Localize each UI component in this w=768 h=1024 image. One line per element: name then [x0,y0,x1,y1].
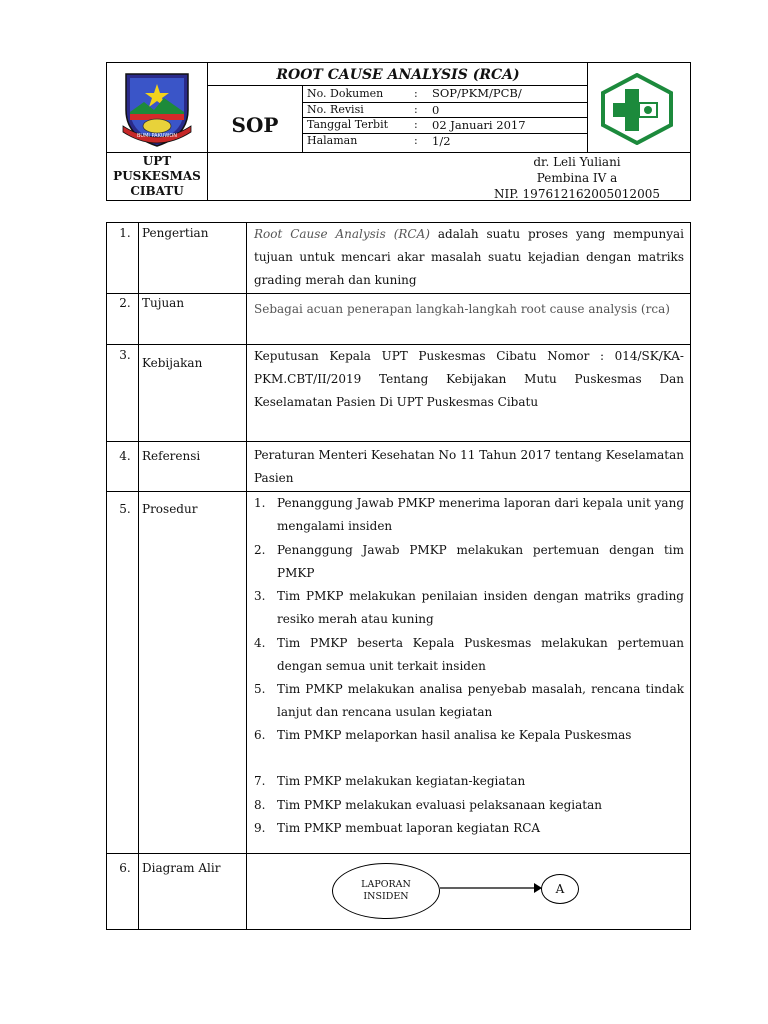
row-label: Kebijakan [142,356,203,370]
meta-value: 0 [432,103,440,117]
procedure-step [254,678,684,725]
row-number: 6. [119,861,131,875]
row-label: Tujuan [142,296,185,310]
meta-colon: : [414,118,418,131]
flow-start-node [332,863,440,919]
procedure-step [254,539,684,586]
procedure-step [254,770,684,793]
step-text: Tim PMKP melakukan penilaian insiden dengan matriks grading resiko merah atau kuning [277,589,684,627]
procedure-step [254,585,684,632]
step-text: Tim PMKP melakukan evaluasi pelaksanaan kegiatan [277,798,602,812]
step-number: 2. [254,543,266,557]
step-text: Tim PMKP membuat laporan kegiatan RCA [277,821,541,835]
step-text: Tim PMKP melakukan analisa penyebab masalah, rencana tindak lanjut dan rencana usulan kegiatan [277,682,684,720]
row-number: 5. [119,502,131,516]
procedure-step [254,632,684,679]
meta-key: Halaman [307,134,358,147]
definition-body: adalah suatu proses yang mempunyai tujuan untuk mencari akar masalah suatu kejadian dengan matriks grading merah dan kuning [254,227,684,287]
definition-term: Root Cause Analysis (RCA) [254,227,430,241]
row-number: 2. [119,296,131,310]
definition-text [254,223,684,292]
signatory-name: dr. Leli Yuliani [533,155,621,169]
row-label: Prosedur [142,502,198,516]
organization-name [108,154,206,199]
org-line: UPT [142,154,172,168]
meta-colon: : [414,103,418,116]
step-number: 9. [254,821,266,835]
purpose-text: Sebagai acuan penerapan langkah-langkah root cause analysis (rca) [254,302,670,316]
meta-value: 1/2 [432,134,451,148]
row-label: Referensi [142,449,201,463]
document-title: ROOT CAUSE ANALYSIS (RCA) [276,67,520,83]
step-number: 5. [254,682,266,696]
step-number: 7. [254,774,266,788]
step-text: Tim PMKP melakukan kegiatan-kegiatan [277,774,526,788]
doc-type-label: SOP [231,113,279,137]
step-number: 6. [254,728,266,742]
flow-connector-node [541,874,579,904]
meta-value: SOP/PKM/PCB/ [432,86,522,100]
reference-text: Peraturan Menteri Kesehatan No 11 Tahun 2017 tentang Keselamatan Pasien [254,448,684,485]
flow-connector-label: A [555,882,565,896]
row-label: Pengertian [142,226,209,240]
flow-arrow [440,880,544,896]
puskesmas-logo [601,73,673,145]
step-number: 1. [254,496,266,510]
step-text: Penanggung Jawab PMKP menerima laporan dari kepala unit yang mengalami insiden [277,496,684,534]
meta-key: No. Dokumen [307,87,384,100]
meta-key: Tanggal Terbit [307,118,389,131]
policy-text: Keputusan Kepala UPT Puskesmas Cibatu Nomor : 014/SK/KA-PKM.CBT/II/2019 Tentang Kebijakan Mutu Puskesmas Dan Keselamatan Pasien Di UPT Puskesmas Cibatu [254,349,684,409]
procedure-step [254,794,684,817]
row-number: 1. [119,226,131,240]
step-number: 8. [254,798,266,812]
step-number: 4. [254,636,266,650]
step-number: 3. [254,589,266,603]
regency-logo [118,66,196,150]
row-number: 4. [119,449,131,463]
meta-colon: : [414,134,418,147]
step-text: Penanggung Jawab PMKP melakukan pertemuan dengan tim PMKP [277,543,684,581]
procedure-step [254,817,684,840]
flow-start-label: LAPORAN INSIDEN [361,879,411,902]
meta-value: 02 Januari 2017 [432,118,526,132]
procedure-step [254,724,684,747]
signatory-rank: Pembina IV a [536,171,618,185]
meta-key: No. Revisi [307,103,364,116]
row-number: 3. [119,348,131,362]
org-line: PUSKESMAS [113,169,201,183]
signatory-block [455,154,699,202]
step-text: Tim PMKP melaporkan hasil analisa ke Kepala Puskesmas [277,728,632,742]
logo-motto: BUMI PAKUWON [136,133,178,139]
signatory-nip: NIP. 197612162005012005 [494,187,660,201]
procedure-step [254,492,684,539]
meta-colon: : [414,87,418,100]
org-line: CIBATU [130,184,184,198]
row-label: Diagram Alir [142,861,221,875]
step-text: Tim PMKP beserta Kepala Puskesmas melakukan pertemuan dengan semua unit terkait insiden [277,636,684,674]
